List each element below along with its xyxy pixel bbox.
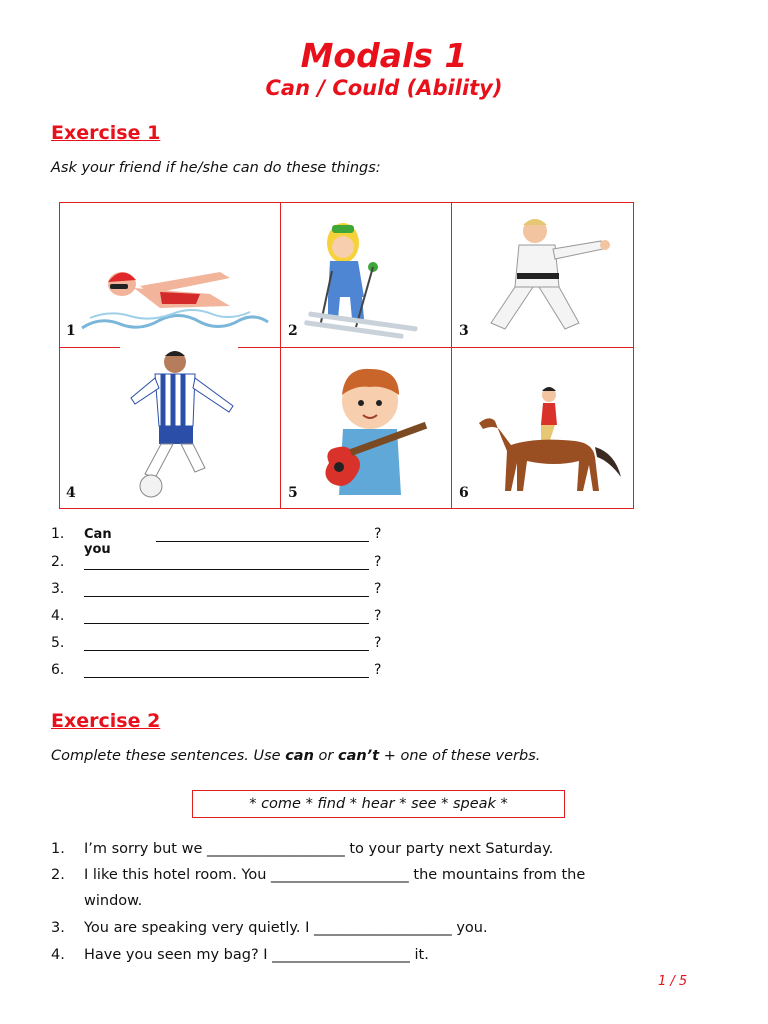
sentence-number: 3. [51, 920, 65, 936]
answer-blank[interactable] [84, 677, 369, 678]
question-number: 1. [51, 526, 65, 542]
question-mark: ? [374, 526, 382, 542]
question-prefix: Can you [84, 527, 112, 557]
picture-number: 4 [66, 485, 76, 501]
karate-picture [475, 211, 615, 339]
question-number: 5. [51, 635, 65, 651]
question-mark: ? [374, 635, 382, 651]
picture-number: 6 [459, 485, 469, 501]
instruction-text: or [313, 748, 338, 764]
instruction-cant: can’t [337, 748, 380, 764]
question-number: 4. [51, 608, 65, 624]
exercise-2-heading: Exercise 2 [51, 710, 161, 732]
footballer-picture [115, 348, 245, 503]
horse-rider-picture [475, 381, 625, 501]
instruction-text: Complete these sentences. Use [51, 748, 286, 764]
sentence-text: You are speaking very quietly. I ___________________ you. [84, 920, 488, 936]
grid-divider [280, 203, 281, 508]
sentence-text: I’m sorry but we ___________________ to your party next Saturday. [84, 841, 554, 857]
skier-picture [298, 215, 428, 340]
answer-blank[interactable] [84, 569, 369, 570]
exercise-1-heading: Exercise 1 [51, 122, 161, 144]
question-mark: ? [374, 662, 382, 678]
grid-divider [60, 347, 120, 348]
sentence-text: window. [84, 893, 143, 909]
sentence-number: 1. [51, 841, 65, 857]
sentence-number: 2. [51, 867, 65, 883]
exercise-1-instruction: Ask your friend if he/she can do these things: [51, 160, 381, 176]
picture-number: 5 [288, 485, 298, 501]
picture-number: 1 [66, 323, 76, 339]
sentence-text: I like this hotel room. You ___________________ the mountains from the [84, 867, 586, 883]
picture-grid [59, 202, 634, 509]
question-mark: ? [374, 554, 382, 570]
sentence-text: Have you seen my bag? I ___________________ it. [84, 947, 429, 963]
instruction-can: can [285, 748, 314, 764]
page-subtitle: Can / Could (Ability) [265, 76, 503, 100]
question-number: 6. [51, 662, 65, 678]
sentence-number: 4. [51, 947, 65, 963]
picture-number: 2 [288, 323, 298, 339]
grid-divider [238, 347, 633, 348]
question-mark: ? [374, 581, 382, 597]
exercise-2-instruction [51, 748, 540, 764]
verb-box: * come * find * hear * see * speak * [192, 790, 565, 818]
page-number: 1 / 5 [658, 974, 688, 989]
picture-number: 3 [459, 323, 469, 339]
guitar-boy-picture [315, 363, 440, 503]
swimmer-picture [80, 258, 270, 338]
question-number: 2. [51, 554, 65, 570]
grid-divider [451, 203, 452, 508]
answer-blank[interactable] [84, 650, 369, 651]
instruction-text: + one of these verbs. [379, 748, 541, 764]
page-title: Modals 1 [300, 36, 468, 75]
question-mark: ? [374, 608, 382, 624]
answer-blank[interactable] [156, 541, 369, 542]
answer-blank[interactable] [84, 596, 369, 597]
answer-blank[interactable] [84, 623, 369, 624]
question-number: 3. [51, 581, 65, 597]
